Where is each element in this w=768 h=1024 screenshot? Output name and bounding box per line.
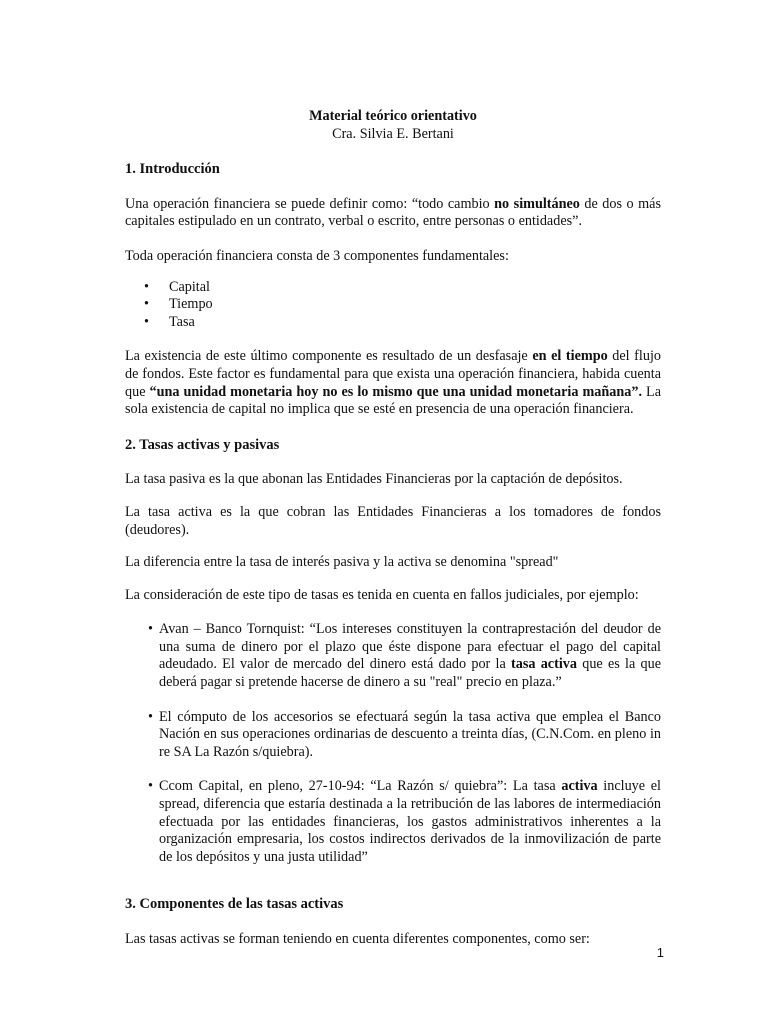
paragraph-tasa-activa: La tasa activa es la que cobran las Entidades Financieras a los tomadores de fondos (deudores). [125,503,661,538]
page-number: 1 [656,945,664,960]
bold-text: tasa activa [511,656,577,673]
text-run: Avan – Banco Tornquist: “Los intereses constituyen la contraprestación del deudor de una suma de dinero por el plazo que éste dispone para efectuar el pago del capital adeudado. El valor de mercado del dinero está dado por la [159,621,661,673]
section-heading-componentes: 3. Componentes de las tasas activas [125,896,344,913]
text-run: que es la que deberá pagar si pretende hacerse de dinero a su "real" precio en plaza.” [159,656,661,691]
components-list [125,279,661,332]
list-item: • El cómputo de los accesorios se efectuará según la tasa activa que emplea el Banco Nación en sus operaciones ordinarias de descuento a treinta días, (C.N.Com. en pleno in re SA La Razón s/quiebra). [125,709,661,762]
list-item: • Capital [125,279,661,297]
paragraph-spread: La diferencia entre la tasa de interés pasiva y la activa se denomina "spread" [125,554,559,571]
paragraph-componentes-intro: Las tasas activas se forman teniendo en cuenta diferentes componentes, como ser: [125,931,590,947]
paragraph-desfasaje [125,348,661,418]
bold-text: “una unidad monetaria hoy no es lo mismo que una unidad monetaria mañana”. [149,383,643,400]
text-run: La sola existencia de capital no implica que se esté en presencia de una operación financiera. [125,383,661,418]
rulings-list [125,621,661,866]
paragraph-definition [125,196,661,231]
paragraph-fallos: La consideración de este tipo de tasas es tenida en cuenta en fallos judiciales, por ejemplo: [125,586,639,603]
list-item: • Tiempo [125,296,661,314]
document-title: Material teórico orientativo [309,108,477,124]
text-run: del flujo de fondos. Este factor es fundamental para que exista una operación financiera, habida cuenta que [125,348,661,400]
document-author: Cra. Silvia E. Bertani [332,125,454,142]
list-item [125,621,661,691]
paragraph-tasa-pasiva: La tasa pasiva es la que abonan las Entidades Financieras por la captación de depósitos. [125,471,623,488]
section-heading-introduccion: 1. Introducción [125,161,220,178]
text-run: incluye el spread, diferencia que estaría destinada a la retribución de las labores de intermediación efectuada por las entidades financieras, los gastos administrativos inherentes a la organización empresaria, los costos indirectos derivados de la inmovilización de parte de los depósitos y una justa utilidad” [159,778,662,865]
text-run: Ccom Capital, en pleno, 27-10-94: “La Razón s/ quiebra”: La tasa [159,778,562,795]
section-heading-tasas: 2. Tasas activas y pasivas [125,436,280,453]
text-run: La existencia de este último componente es resultado de un desfasaje [125,348,533,365]
list-item: • Tasa [125,314,661,332]
bold-text: en el tiempo [532,348,608,365]
document-body [125,108,661,949]
text-run: de dos o más capitales estipulado en un contrato, verbal o escrito, entre personas o entidades”. [125,195,661,230]
bold-text: no simultáneo [494,195,580,212]
bold-text: activa [561,778,598,795]
paragraph-components-intro: Toda operación financiera consta de 3 componentes fundamentales: [125,247,509,264]
text-run: Una operación financiera se puede definir como: “todo cambio [125,195,495,212]
list-item [125,778,661,866]
